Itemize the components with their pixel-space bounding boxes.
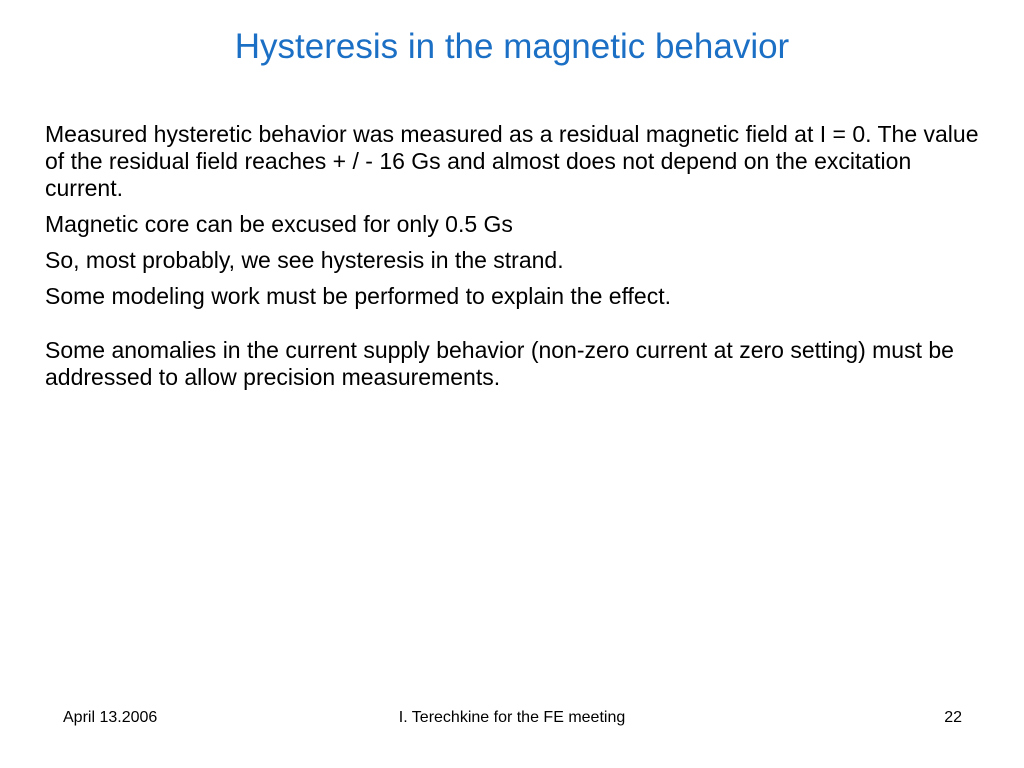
- paragraph-modeling-work: Some modeling work must be performed to explain the effect.: [45, 283, 672, 309]
- paragraph-current-supply-anomalies: Some anomalies in the current supply behavior (non-zero current at zero setting) must be addressed to allow precision measurements.: [45, 337, 954, 390]
- footer-page-number: 22: [944, 709, 962, 726]
- slide-footer: [0, 707, 1024, 731]
- footer-author: I. Terechkine for the FE meeting: [398, 709, 626, 726]
- slide-title: Hysteresis in the magnetic behavior: [234, 27, 790, 66]
- paragraph-hysteresis-strand: So, most probably, we see hysteresis in the strand.: [45, 247, 564, 273]
- paragraph-magnetic-core: Magnetic core can be excused for only 0.5 Gs: [45, 211, 513, 237]
- footer-date: April 13.2006: [63, 709, 158, 726]
- paragraph-residual-field: Measured hysteretic behavior was measured as a residual magnetic field at I = 0. The value of the residual field reaches + / - 16 Gs and almost does not depend on the excitation current.: [45, 121, 979, 201]
- slide-body: [45, 121, 985, 400]
